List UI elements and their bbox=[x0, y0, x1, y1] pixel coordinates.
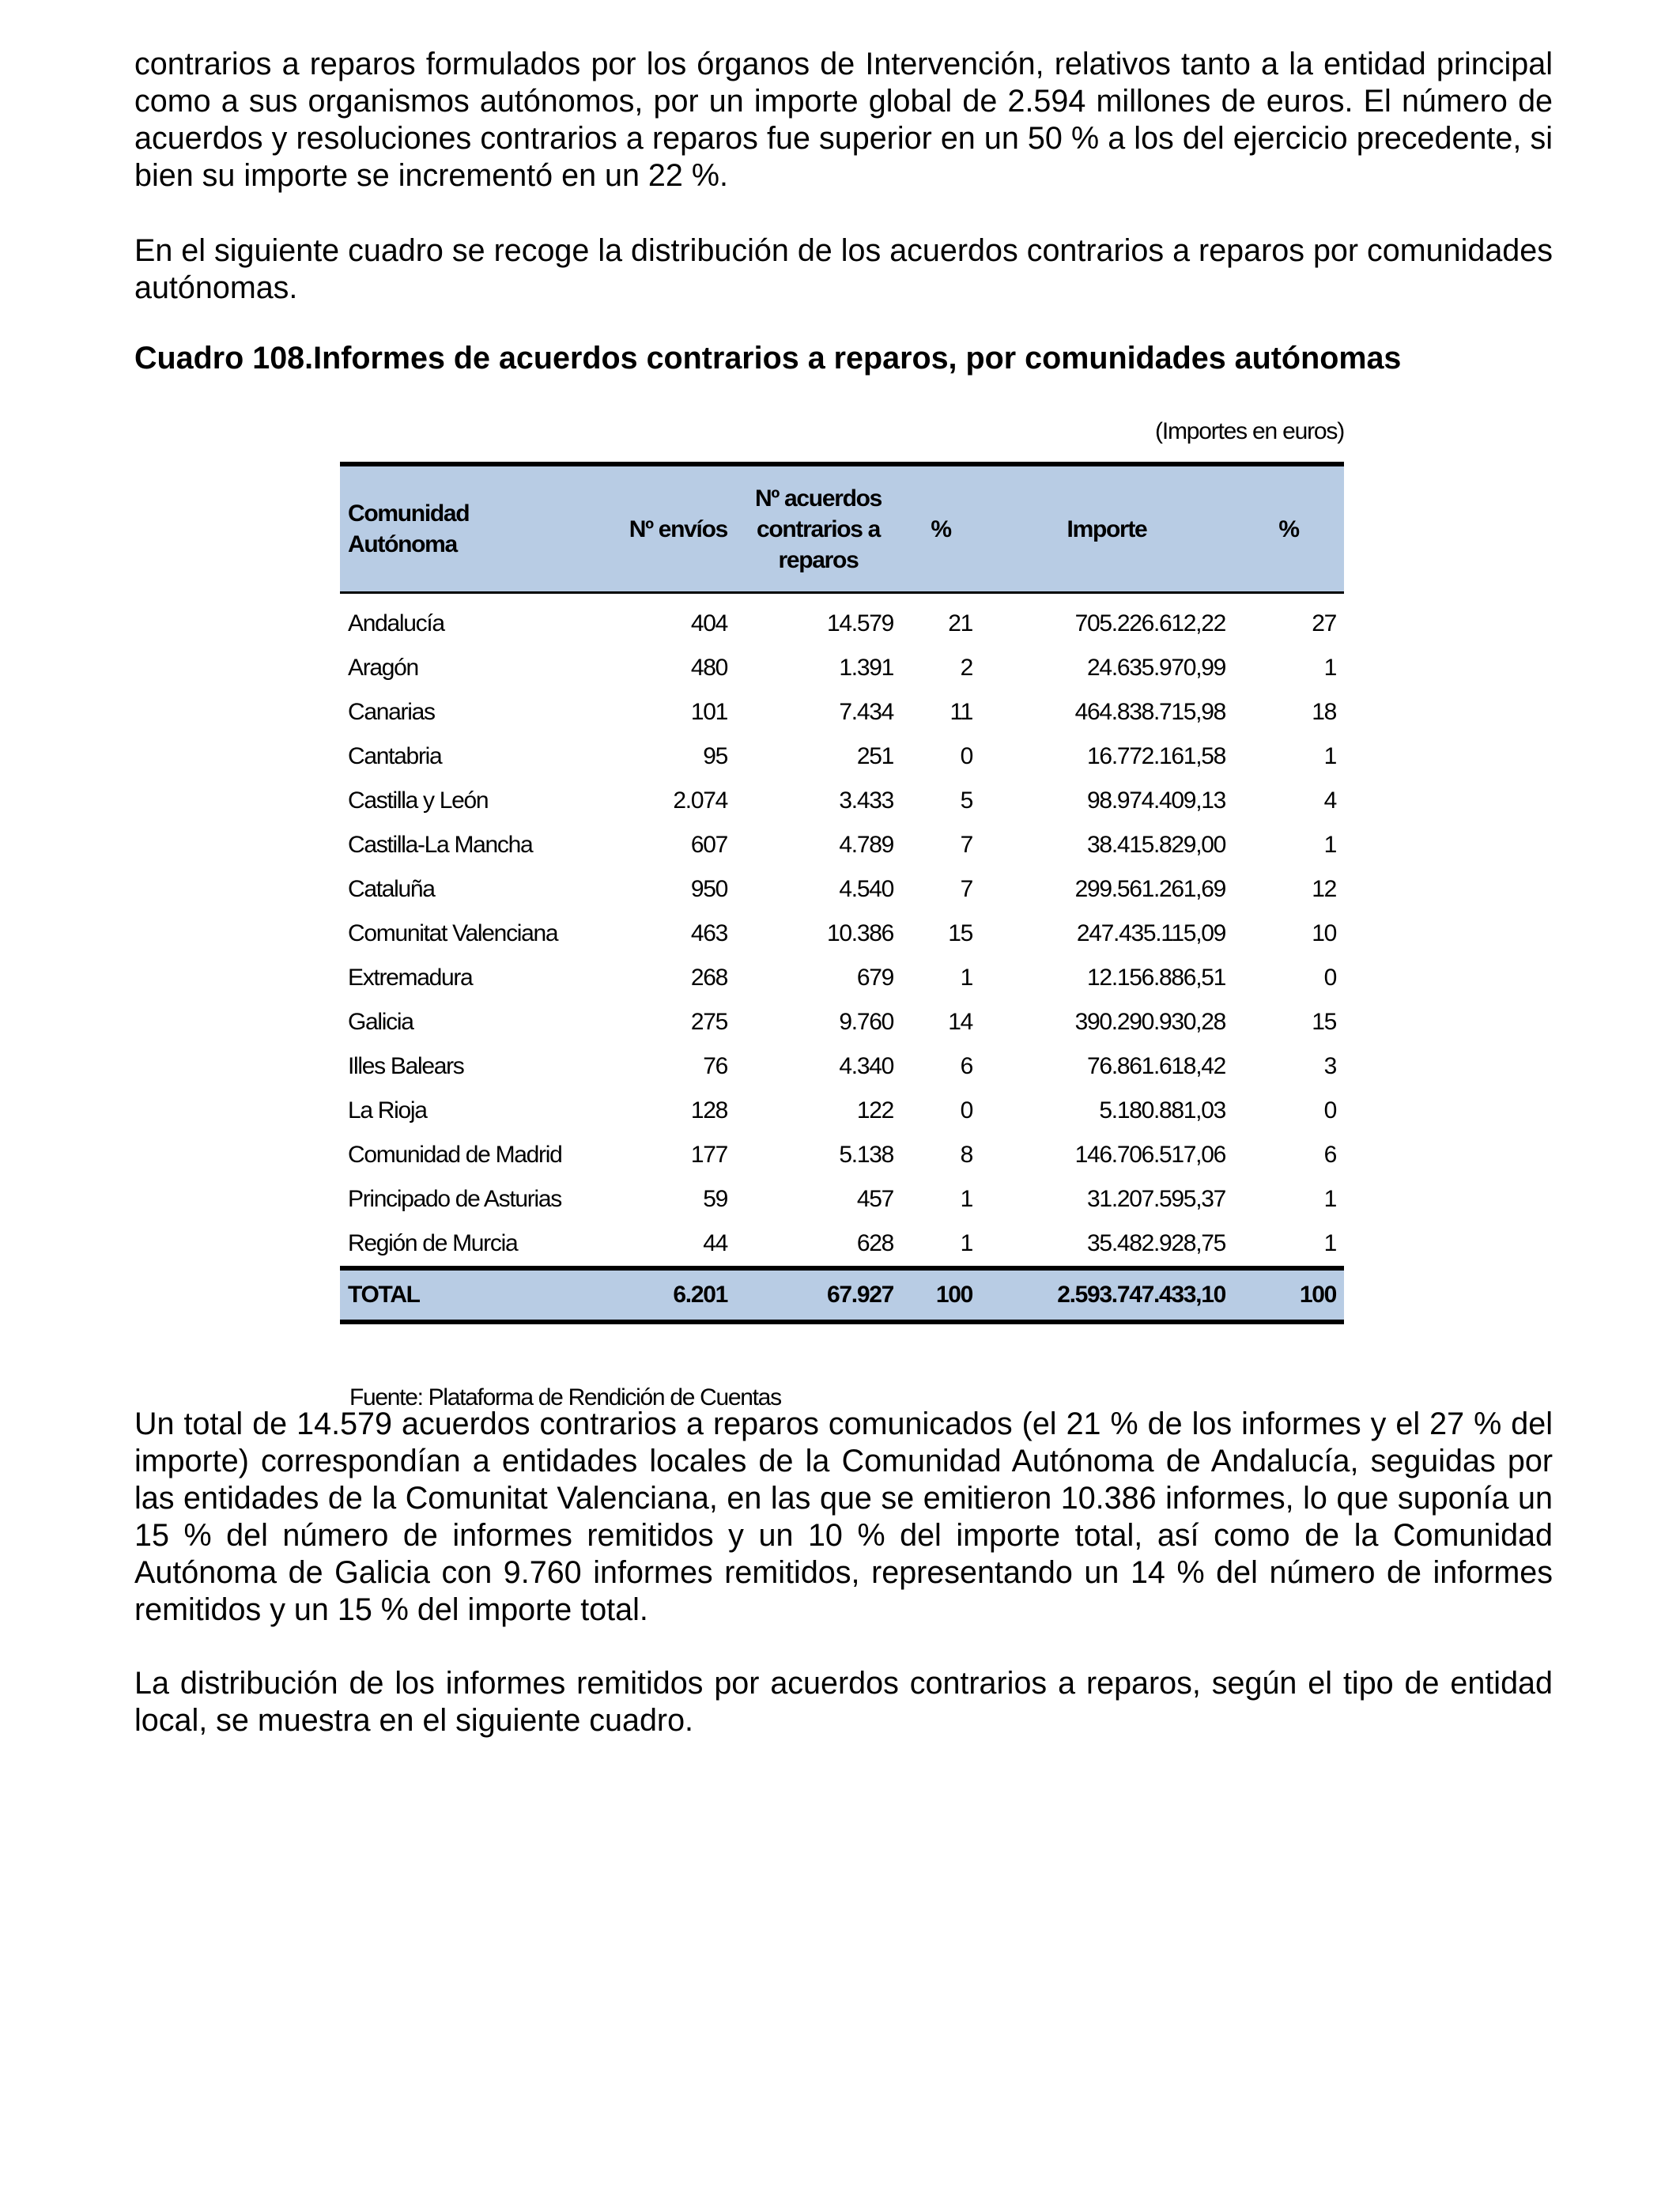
cell-importe: 12.156.886,51 bbox=[1087, 965, 1225, 991]
cell-pct-importe: 3 bbox=[1323, 1053, 1336, 1079]
header-acuerdos: Nº acuerdos contrarios a reparos bbox=[735, 464, 901, 593]
cell-importe: 146.706.517,06 bbox=[1074, 1142, 1225, 1168]
table-row bbox=[340, 1089, 1344, 1133]
cell-importe: 38.415.829,00 bbox=[1087, 832, 1225, 858]
cell-importe: 705.226.612,22 bbox=[1074, 610, 1225, 636]
table-row bbox=[340, 734, 1344, 779]
table-total-row bbox=[340, 1268, 1344, 1322]
total-pct-importe: 100 bbox=[1233, 1268, 1344, 1322]
total-envios: 6.201 bbox=[601, 1268, 735, 1322]
cell-acuerdos: 9.760 bbox=[839, 1009, 893, 1035]
cell-comunidad: Extremadura bbox=[348, 965, 473, 991]
table-header-row bbox=[340, 464, 1344, 593]
cell-importe: 5.180.881,03 bbox=[1099, 1097, 1225, 1123]
cell-pct-importe: 1 bbox=[1323, 1230, 1336, 1256]
cell-comunidad: La Rioja bbox=[348, 1097, 427, 1123]
cell-pct-acuerdos: 6 bbox=[960, 1053, 972, 1079]
cell-envios: 275 bbox=[690, 1009, 727, 1035]
cell-importe: 16.772.161,58 bbox=[1087, 743, 1225, 769]
cell-pct-acuerdos: 5 bbox=[960, 787, 972, 814]
cell-pct-acuerdos: 7 bbox=[960, 832, 972, 858]
cell-pct-acuerdos: 1 bbox=[960, 965, 972, 991]
table-row bbox=[340, 1044, 1344, 1089]
cell-acuerdos: 628 bbox=[856, 1230, 893, 1256]
cell-envios: 480 bbox=[690, 655, 727, 681]
cell-comunidad: Región de Murcia bbox=[348, 1230, 518, 1256]
table-row bbox=[340, 1222, 1344, 1268]
cell-comunidad: Castilla-La Mancha bbox=[348, 832, 533, 858]
cell-comunidad: Galicia bbox=[348, 1009, 413, 1035]
cell-comunidad: Andalucía bbox=[348, 610, 444, 636]
cell-pct-importe: 4 bbox=[1323, 787, 1336, 814]
cell-pct-acuerdos: 14 bbox=[948, 1009, 972, 1035]
cell-acuerdos: 251 bbox=[856, 743, 893, 769]
cell-importe: 31.207.595,37 bbox=[1087, 1186, 1225, 1212]
caption-number: Cuadro 108. bbox=[134, 341, 314, 376]
cell-envios: 268 bbox=[690, 965, 727, 991]
cell-acuerdos: 7.434 bbox=[839, 699, 893, 725]
cell-comunidad: Principado de Asturias bbox=[348, 1186, 561, 1212]
cell-acuerdos: 4.789 bbox=[839, 832, 893, 858]
cell-acuerdos: 14.579 bbox=[827, 610, 893, 636]
table-row bbox=[340, 1177, 1344, 1222]
cell-pct-importe: 0 bbox=[1323, 1097, 1336, 1123]
cell-importe: 35.482.928,75 bbox=[1087, 1230, 1225, 1256]
table-row bbox=[340, 646, 1344, 690]
cell-pct-importe: 18 bbox=[1312, 699, 1336, 725]
cell-pct-acuerdos: 15 bbox=[948, 920, 972, 946]
cell-envios: 607 bbox=[690, 832, 727, 858]
cell-envios: 404 bbox=[690, 610, 727, 636]
cell-importe: 299.561.261,69 bbox=[1074, 876, 1225, 902]
table-units-note: (Importes en euros) bbox=[1155, 418, 1344, 444]
cell-acuerdos: 4.540 bbox=[839, 876, 893, 902]
table-row bbox=[340, 1133, 1344, 1177]
cell-pct-importe: 10 bbox=[1312, 920, 1336, 946]
table-row bbox=[340, 690, 1344, 734]
table-row bbox=[340, 823, 1344, 867]
cell-importe: 464.838.715,98 bbox=[1074, 699, 1225, 725]
table-container bbox=[340, 462, 1344, 1324]
cell-acuerdos: 5.138 bbox=[839, 1142, 893, 1168]
cell-pct-acuerdos: 2 bbox=[960, 655, 972, 681]
table-row bbox=[340, 593, 1344, 647]
cell-importe: 247.435.115,09 bbox=[1076, 920, 1225, 946]
cell-envios: 59 bbox=[703, 1186, 727, 1212]
cell-envios: 128 bbox=[690, 1097, 727, 1123]
cell-acuerdos: 457 bbox=[856, 1186, 893, 1212]
data-table bbox=[340, 462, 1344, 1324]
cell-pct-importe: 1 bbox=[1323, 832, 1336, 858]
cell-pct-acuerdos: 1 bbox=[960, 1186, 972, 1212]
total-acuerdos: 67.927 bbox=[735, 1268, 901, 1322]
cell-pct-acuerdos: 11 bbox=[949, 699, 972, 725]
cell-comunidad: Cantabria bbox=[348, 743, 442, 769]
cell-pct-acuerdos: 7 bbox=[960, 876, 972, 902]
header-pct-importe: % bbox=[1233, 464, 1344, 593]
table-caption bbox=[134, 340, 1553, 377]
table-row bbox=[340, 867, 1344, 912]
cell-pct-importe: 1 bbox=[1323, 1186, 1336, 1212]
total-importe: 2.593.747.433,10 bbox=[980, 1268, 1233, 1322]
header-pct-acuerdos: % bbox=[901, 464, 980, 593]
cell-pct-acuerdos: 0 bbox=[960, 743, 972, 769]
cell-importe: 24.635.970,99 bbox=[1087, 655, 1225, 681]
cell-acuerdos: 679 bbox=[856, 965, 893, 991]
cell-envios: 95 bbox=[703, 743, 727, 769]
cell-comunidad: Canarias bbox=[348, 699, 435, 725]
cell-pct-importe: 15 bbox=[1312, 1009, 1336, 1035]
cell-comunidad: Castilla y León bbox=[348, 787, 489, 814]
cell-pct-acuerdos: 1 bbox=[960, 1230, 972, 1256]
cell-pct-acuerdos: 21 bbox=[948, 610, 972, 636]
cell-importe: 98.974.409,13 bbox=[1087, 787, 1225, 814]
cell-pct-importe: 0 bbox=[1323, 965, 1336, 991]
paragraph-next-table: La distribución de los informes remitidos por acuerdos contrarios a reparos, según el tipo de entidad local, se muestra en el siguiente cuadro. bbox=[134, 1666, 1553, 1738]
cell-envios: 950 bbox=[690, 876, 727, 902]
cell-comunidad: Comunitat Valenciana bbox=[348, 920, 558, 946]
paragraph-analysis: Un total de 14.579 acuerdos contrarios a reparos comunicados (el 21 % de los informes y el 27 % del importe) correspondían a entidades locales de la Comunidad Autónoma de Andalucía, seguidas por las entidades de la Comunitat Valenciana, en las que se emitieron 10.386 informes, lo que suponía un 15 % del número de informes remitidos y un 10 % del importe total, así como de la Comunidad Autónoma de Galicia con 9.760 informes remitidos, representando un 14 % del número de informes remitidos y un 15 % del importe total. bbox=[134, 1407, 1553, 1627]
cell-envios: 76 bbox=[703, 1053, 727, 1079]
cell-pct-importe: 27 bbox=[1312, 610, 1336, 636]
cell-acuerdos: 3.433 bbox=[839, 787, 893, 814]
table-row bbox=[340, 1000, 1344, 1044]
cell-envios: 463 bbox=[690, 920, 727, 946]
cell-acuerdos: 4.340 bbox=[839, 1053, 893, 1079]
table-row bbox=[340, 912, 1344, 956]
paragraph-intro: contrarios a reparos formulados por los órganos de Intervención, relativos tanto a la entidad principal como a sus organismos autónomos, por un importe global de 2.594 millones de euros. El número de acuerdos y resoluciones contrarios a reparos fue superior en un 50 % a los del ejercicio precedente, si bien su importe se incrementó en un 22 %. bbox=[134, 47, 1553, 193]
total-label: TOTAL bbox=[340, 1268, 601, 1322]
paragraph-table-intro: En el siguiente cuadro se recoge la distribución de los acuerdos contrarios a reparos por comunidades autónomas. bbox=[134, 233, 1553, 305]
header-envios: Nº envíos bbox=[601, 464, 735, 593]
cell-comunidad: Comunidad de Madrid bbox=[348, 1142, 562, 1168]
cell-acuerdos: 10.386 bbox=[827, 920, 893, 946]
cell-envios: 101 bbox=[690, 699, 727, 725]
cell-envios: 44 bbox=[703, 1230, 727, 1256]
cell-comunidad: Aragón bbox=[348, 655, 418, 681]
cell-pct-importe: 1 bbox=[1323, 655, 1336, 681]
table-source-note: Fuente: Plataforma de Rendición de Cuentas bbox=[349, 1384, 781, 1410]
caption-title: Informes de acuerdos contrarios a reparos, por comunidades autónomas bbox=[313, 341, 1402, 376]
cell-comunidad: Illes Balears bbox=[348, 1053, 464, 1079]
cell-comunidad: Cataluña bbox=[348, 876, 435, 902]
table-row bbox=[340, 779, 1344, 823]
cell-acuerdos: 1.391 bbox=[839, 655, 893, 681]
cell-envios: 2.074 bbox=[673, 787, 727, 814]
cell-importe: 76.861.618,42 bbox=[1087, 1053, 1225, 1079]
cell-pct-acuerdos: 0 bbox=[960, 1097, 972, 1123]
cell-pct-importe: 6 bbox=[1323, 1142, 1336, 1168]
cell-acuerdos: 122 bbox=[856, 1097, 893, 1123]
header-comunidad: Comunidad Autónoma bbox=[340, 464, 601, 593]
cell-envios: 177 bbox=[690, 1142, 727, 1168]
header-importe: Importe bbox=[980, 464, 1233, 593]
total-pct-acuerdos: 100 bbox=[901, 1268, 980, 1322]
table-row bbox=[340, 956, 1344, 1000]
cell-pct-importe: 1 bbox=[1323, 743, 1336, 769]
cell-pct-acuerdos: 8 bbox=[960, 1142, 972, 1168]
cell-pct-importe: 12 bbox=[1312, 876, 1336, 902]
table-body bbox=[340, 593, 1344, 1269]
cell-importe: 390.290.930,28 bbox=[1074, 1009, 1225, 1035]
